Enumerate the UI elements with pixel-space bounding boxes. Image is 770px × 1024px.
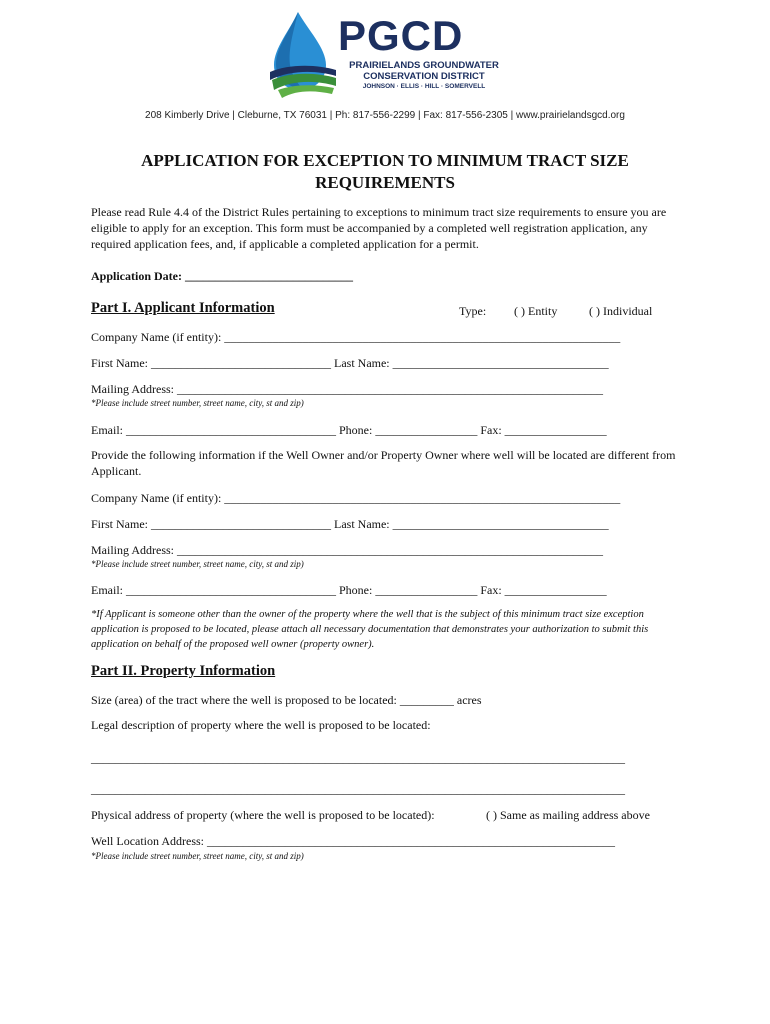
well-location-address-field[interactable]: Well Location Address: ____________________________________________________________________ (91, 834, 616, 848)
owner-mailing-address-field[interactable]: Mailing Address: _______________________________________________________________________ (91, 543, 603, 557)
authorization-note: *If Applicant is someone other than the owner of the property where the well that is the subject of this minimum tract size exception application is proposed to be located, please attach all necessary documentation that demonstrates your authorization to submit this application on behalf of the proposed well owner (property owner). (91, 609, 649, 650)
mailing-address-note: *Please include street number, street name, city, st and zip) (91, 398, 304, 408)
owner-company-name-field[interactable]: Company Name (if entity): __________________________________________________________________ (91, 491, 621, 505)
owner-mailing-address-note: *Please include street number, street name, city, st and zip) (91, 559, 304, 569)
logo-line-1: PRAIRIELANDS GROUNDWATER (349, 60, 499, 71)
owner-contact-fields[interactable]: Email: ___________________________________ Phone: _________________ Fax: _________________ (91, 583, 607, 597)
well-location-note: *Please include street number, street name, city, st and zip) (91, 851, 304, 861)
type-label: Type: (459, 304, 487, 318)
part1-heading: Part I. Applicant Information (91, 300, 275, 316)
same-as-mailing-checkbox[interactable]: ( ) Same as mailing address above (486, 808, 650, 822)
district-logo (268, 10, 508, 100)
title-line-1: APPLICATION FOR EXCEPTION TO MINIMUM TRACT SIZE (141, 151, 629, 170)
part2-heading: Part II. Property Information (91, 663, 276, 679)
legal-description-label: Legal description of property where the well is proposed to be located: (91, 718, 431, 732)
legal-description-line-1[interactable]: _________________________________________________________________________________________ (91, 751, 625, 765)
legal-description-line-2[interactable]: _________________________________________________________________________________________ (91, 782, 625, 796)
owner-intro: Provide the following information if the Well Owner and/or Property Owner where well will be located are different from Applicant. (91, 448, 676, 478)
physical-address-label: Physical address of property (where the well is proposed to be located): (91, 808, 435, 822)
page-title (90, 150, 680, 194)
owner-name-fields[interactable]: First Name: ______________________________ Last Name: ____________________________________ (91, 517, 609, 531)
intro-paragraph: Please read Rule 4.4 of the District Rules pertaining to exceptions to minimum tract size requirements to ensure you are eligible to apply for an exception. This form must be accompanied by a completed well registration application, any required application fees, and, if applicable a completed application for a permit. (91, 205, 667, 251)
company-name-field[interactable]: Company Name (if entity): __________________________________________________________________ (91, 330, 621, 344)
title-line-2: REQUIREMENTS (315, 173, 455, 192)
contact-fields[interactable]: Email: ___________________________________ Phone: _________________ Fax: _________________ (91, 423, 607, 437)
logo-line-2: CONSERVATION DISTRICT (363, 71, 485, 82)
logo-acronym: PGCD (338, 12, 464, 59)
water-drop-icon (268, 10, 338, 100)
mailing-address-field[interactable]: Mailing Address: _______________________________________________________________________ (91, 382, 603, 396)
logo-counties: JOHNSON · ELLIS · HILL · SOMERVELL (362, 83, 486, 90)
application-date-field[interactable]: Application Date: ____________________________ (91, 269, 353, 283)
entity-checkbox[interactable]: ( ) Entity (514, 304, 558, 318)
contact-address: 208 Kimberly Drive | Cleburne, TX 76031 | Ph: 817-556-2299 | Fax: 817-556-2305 | www.prairielandsgcd.org (145, 110, 625, 121)
individual-checkbox[interactable]: ( ) Individual (589, 304, 653, 318)
applicant-name-fields[interactable]: First Name: ______________________________ Last Name: ____________________________________ (91, 356, 609, 370)
tract-size-field[interactable]: Size (area) of the tract where the well is proposed to be located: _________ acres (91, 693, 482, 707)
